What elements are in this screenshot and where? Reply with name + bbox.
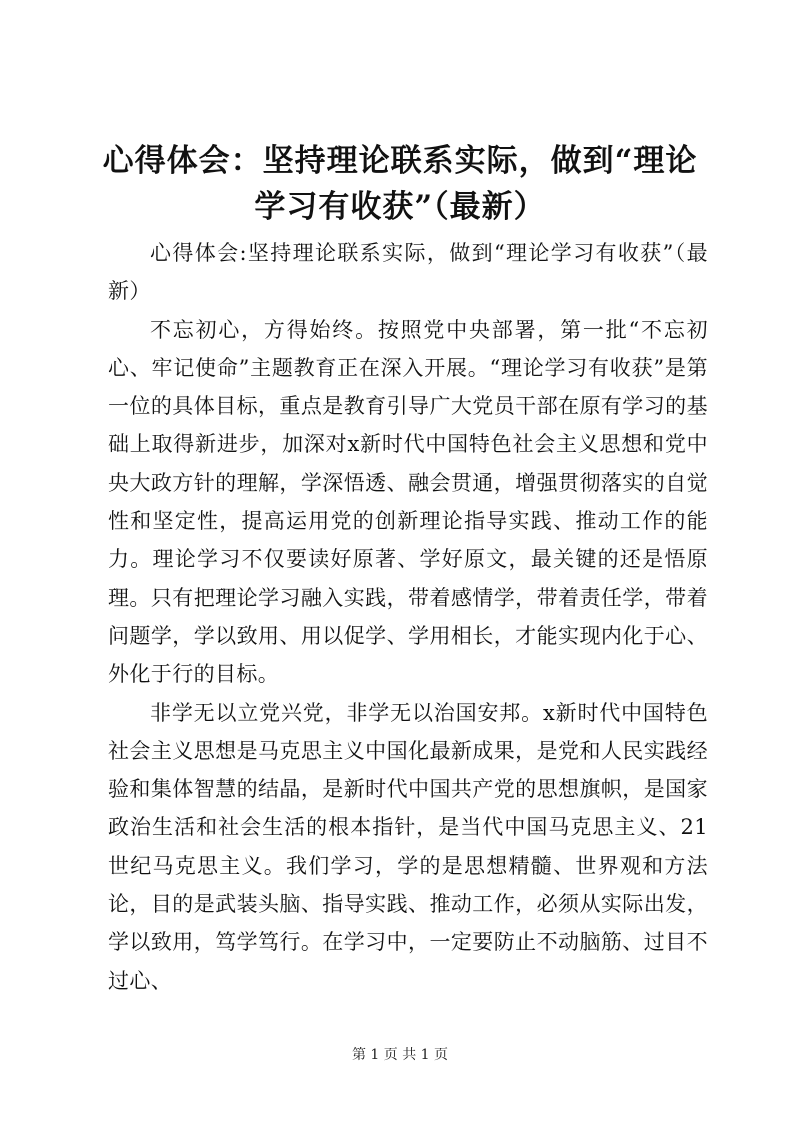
document-title: 心得体会：坚持理论联系实际，做到“理论学习有收获”（最新） [102, 143, 698, 225]
paragraph-1: 不忘初心，方得始终。按照党中央部署，第一批“不忘初心、牢记使命”主题教育正在深入开展。“理论学习有收获”是第一位的具体目标，重点是教育引导广大党员干部在原有学习的基础上取得新进步，加深对x新时代中国特色社会主义思想和党中央大政方针的理解，学深悟透、融会贯通，增强贯彻落实的自觉性和坚定性，提高运用党的创新理论指导实践、推动工作的能力。理论学习不仅要读好原著、学好原文，最关键的还是悟原理。只有把理论学习融入实践，带着感情学，带着责任学，带着问题学，学以致用、用以促学、学用相长，才能实现内化于心、外化于行的目标。 [108, 317, 708, 687]
page-footer: 第 1 页 共 1 页 [351, 1047, 449, 1063]
paragraph-heading-repeat: 心得体会:坚持理论联系实际，做到“理论学习有收获”（最新） [108, 241, 708, 304]
paragraph-2: 非学无以立党兴党，非学无以治国安邦。x新时代中国特色社会主义思想是马克思主义中国化最新成果，是党和人民实践经验和集体智慧的结晶，是新时代中国共产党的思想旗帜，是国家政治生活和社会生活的根本指针，是当代中国马克思主义、21世纪马克思主义。我们学习，学的是思想精髓、世界观和方法论，目的是武装头脑、指导实践、推动工作，必须从实际出发，学以致用，笃学笃行。在学习中，一定要防止不动脑筋、过目不过心、 [108, 700, 708, 993]
document-body [108, 234, 708, 1000]
